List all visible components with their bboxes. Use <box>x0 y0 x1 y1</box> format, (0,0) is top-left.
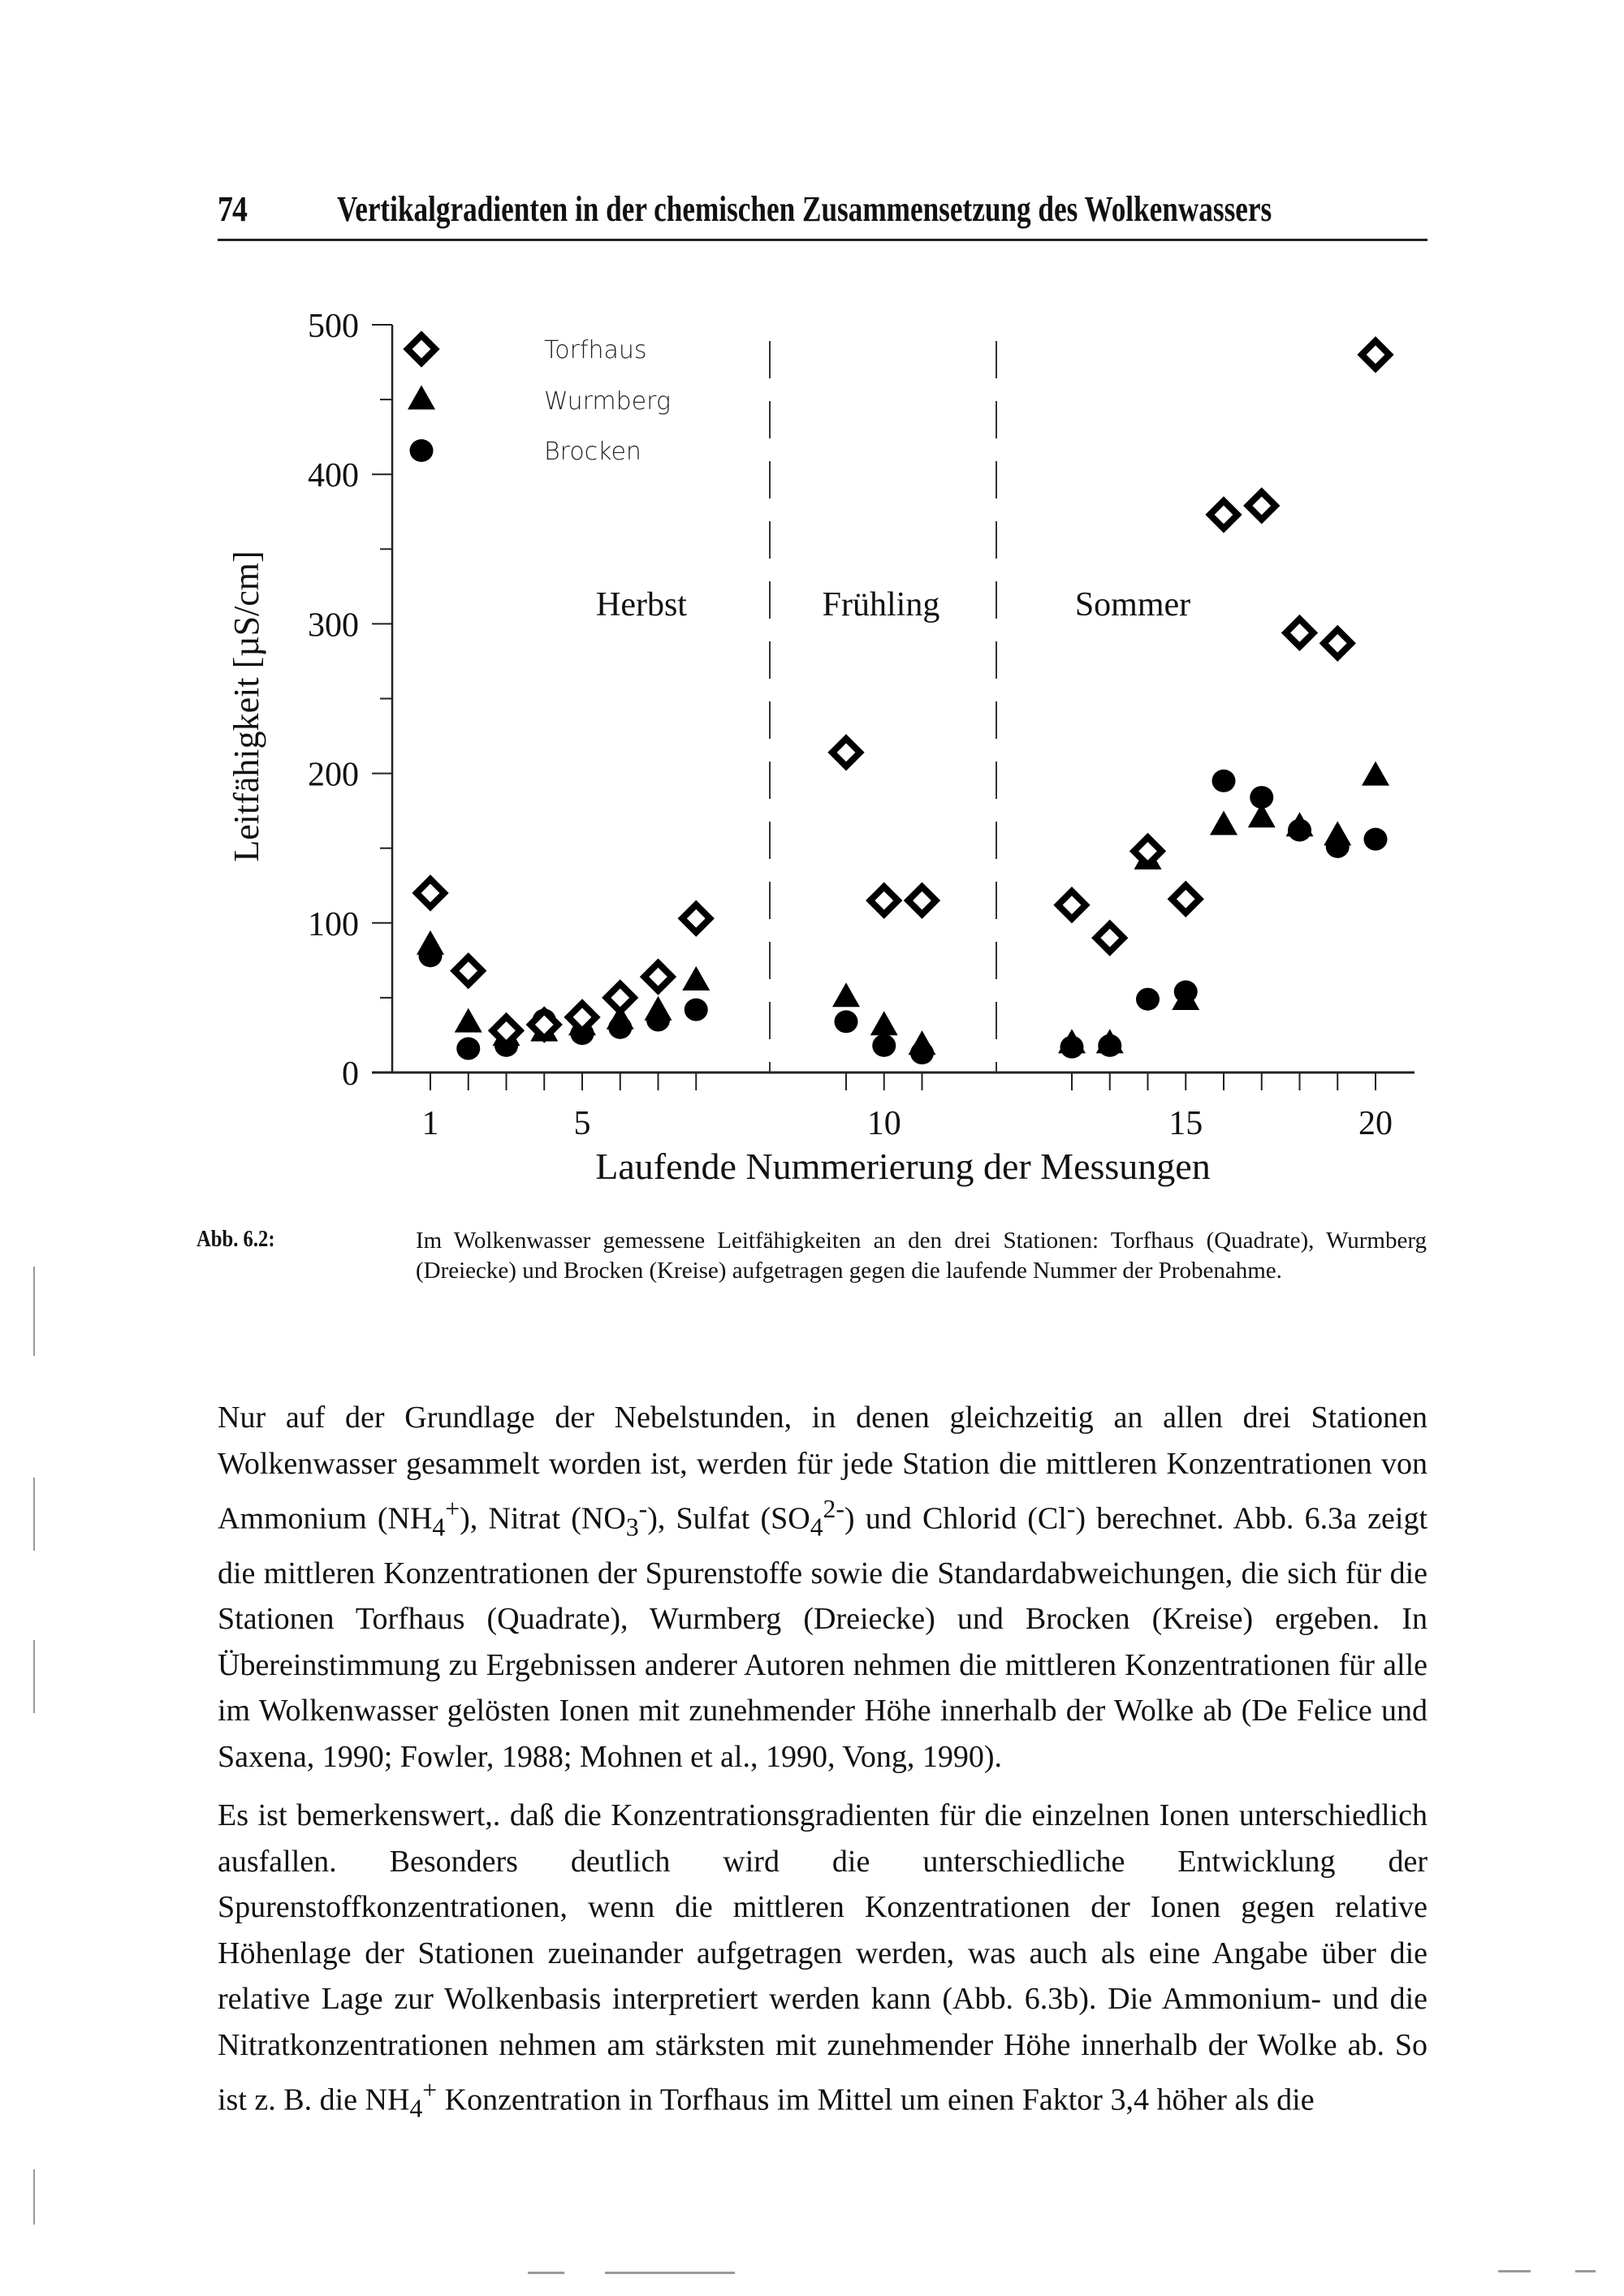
y-tick-label: 300 <box>308 606 359 645</box>
data-point-torfhaus <box>1096 924 1124 952</box>
figure-caption: Im Wolkenwasser gemessene Leitfähigkeiten an den drei Stationen: Torfhaus (Quadrate), Wurmberg (Dreiecke) und Brocken (Kreise) aufgetragen gegen die laufende Nummer der Probenahme. <box>416 1228 1427 1284</box>
season-label: Sommer <box>1074 586 1191 624</box>
superscript: - <box>1066 1495 1076 1523</box>
axes <box>308 308 1415 1142</box>
scan-margin-line <box>33 1478 35 1551</box>
scan-bottom-mark <box>528 2272 564 2274</box>
data-point-brocken <box>1136 988 1160 1011</box>
scan-bottom-mark <box>605 2272 735 2274</box>
text: Konzentration in Torfhaus im Mittel um einen Faktor 3,4 höher als die <box>437 2082 1315 2117</box>
data-point-wurmberg <box>1248 803 1276 827</box>
data-point-torfhaus <box>832 739 860 766</box>
x-tick-label: 5 <box>573 1105 591 1142</box>
x-tick-label: 1 <box>421 1105 439 1142</box>
text: ), Nitrat (NO <box>460 1501 626 1536</box>
subscript: 4 <box>810 1513 823 1542</box>
data-point-torfhaus <box>1210 501 1237 529</box>
data-point-torfhaus <box>1134 837 1162 865</box>
data-point-wurmberg <box>1362 762 1389 786</box>
data-point-wurmberg <box>832 982 860 1007</box>
legend-label: Wurmberg <box>544 387 671 416</box>
data-point-torfhaus <box>1286 619 1314 646</box>
data-point-wurmberg <box>645 996 672 1021</box>
data-point-brocken <box>872 1034 896 1057</box>
scan-margin-line <box>33 2169 35 2225</box>
data-point-wurmberg <box>909 1030 936 1055</box>
data-point-wurmberg <box>870 1011 898 1035</box>
data-point-brocken <box>456 1038 480 1060</box>
legend-marker-torfhaus <box>408 335 435 363</box>
data-point-brocken <box>835 1010 858 1033</box>
data-point-wurmberg <box>417 930 444 955</box>
data-point-torfhaus <box>870 887 898 914</box>
scan-bottom-mark <box>1575 2270 1596 2272</box>
text: Nur auf der Grundlage der Nebelstunden, in denen gleichzeitig an allen drei Stationen Wolkenwasser gesammelt worden ist, werden für jede Station die mittleren Konzentrationen von Ammonium (NH <box>218 1400 1427 1536</box>
body-paragraph-2 <box>218 1793 1427 2132</box>
data-point-torfhaus <box>568 1003 596 1031</box>
running-title: Vertikalgradienten in der chemischen Zusammensetzung des Wolkenwassers <box>337 189 1272 229</box>
legend-marker-brocken <box>410 439 434 462</box>
season-labels <box>596 586 1190 624</box>
data-point-torfhaus <box>607 984 634 1012</box>
y-tick-label: 0 <box>342 1055 359 1093</box>
subscript: 4 <box>409 2094 423 2123</box>
data-point-brocken <box>685 999 708 1021</box>
data-point-wurmberg <box>1324 821 1351 845</box>
superscript: 2- <box>823 1495 844 1523</box>
legend <box>408 335 671 466</box>
body-paragraph-1 <box>218 1395 1427 1780</box>
data-point-torfhaus <box>455 957 482 985</box>
x-tick-label: 15 <box>1168 1105 1203 1142</box>
x-tick-label: 10 <box>866 1105 901 1142</box>
page-number: 74 <box>218 189 248 229</box>
data-point-torfhaus <box>1172 885 1199 913</box>
season-label: Herbst <box>596 586 687 624</box>
scan-margin-line <box>33 1640 35 1713</box>
data-point-brocken <box>1364 828 1388 851</box>
subscript: 4 <box>432 1513 446 1542</box>
data-point-wurmberg <box>1210 810 1237 835</box>
data-point-brocken <box>1212 770 1236 792</box>
superscript: - <box>638 1495 648 1523</box>
text: ) berechnet. Abb. 6.3a zeigt die mittleren Konzentrationen der Spurenstoffe sowie die Standardabweichungen, die sich für die Stationen Torfhaus (Quadrate), Wurmberg (Dreiecke) und Brocken (Kreise) ergeben. In Übereinstimmung zu Ergebnissen anderer Autoren nehmen die mittleren Konzentrationen für alle im Wolkenwasser gelösten Ionen mit zunehmender Höhe innerhalb der Wolke ab (De Felice und Saxena, 1990; Fowler, 1988; Mohnen et al., 1990, Vong, 1990). <box>218 1501 1427 1774</box>
text: Es ist bemerkenswert,. daß die Konzentrationsgradienten für die einzelnen Ionen unterschiedlich ausfallen. Besonders deutlich wird die unterschiedliche Entwicklung der Spurenstoffkonzentrationen, wenn die mittleren Konzentrationen der Ionen gegen relative Höhenlage der Stationen zueinander aufgetragen werden, was auch als eine Angabe über die relative Lage zur Wolkenbasis interpretiert werden kann (Abb. 6.3b). Die Ammonium- und die Nitratkonzentrationen nehmen am stärksten mit zunehmender Höhe innerhalb der Wolke ab. So ist z. B. die NH <box>218 1798 1427 2117</box>
text: ) und Chlorid (Cl <box>844 1501 1067 1536</box>
y-tick-label: 100 <box>308 905 359 943</box>
legend-label: Torfhaus <box>544 336 647 365</box>
y-tick-label: 500 <box>308 308 359 345</box>
y-axis-label: Leitfähigkeit [µS/cm] <box>227 550 266 862</box>
data-point-wurmberg <box>455 1008 482 1033</box>
data-point-torfhaus <box>1324 629 1351 657</box>
data-point-wurmberg <box>682 966 710 990</box>
scan-bottom-mark <box>1498 2270 1531 2272</box>
season-dividers <box>770 341 996 1072</box>
text: ), Sulfat (SO <box>647 1501 810 1536</box>
data-point-torfhaus <box>645 963 672 990</box>
legend-marker-wurmberg <box>408 385 435 409</box>
y-tick-label: 400 <box>308 457 359 495</box>
data-point-torfhaus <box>909 887 936 914</box>
subscript: 3 <box>625 1513 639 1542</box>
figure-label: Abb. 6.2: <box>197 1226 275 1252</box>
superscript: + <box>422 2076 438 2104</box>
data-point-torfhaus <box>682 904 710 932</box>
data-point-torfhaus <box>417 879 444 907</box>
y-tick-label: 200 <box>308 756 359 794</box>
legend-label: Brocken <box>544 438 641 466</box>
data-point-torfhaus <box>1362 341 1389 369</box>
superscript: + <box>445 1495 460 1523</box>
scan-margin-line <box>33 1267 35 1356</box>
x-axis-label: Laufende Nummerierung der Messungen <box>595 1146 1211 1187</box>
x-tick-label: 20 <box>1358 1105 1393 1142</box>
data-point-torfhaus <box>1248 492 1276 520</box>
season-label: Frühling <box>822 586 940 624</box>
data-point-torfhaus <box>1058 891 1086 919</box>
